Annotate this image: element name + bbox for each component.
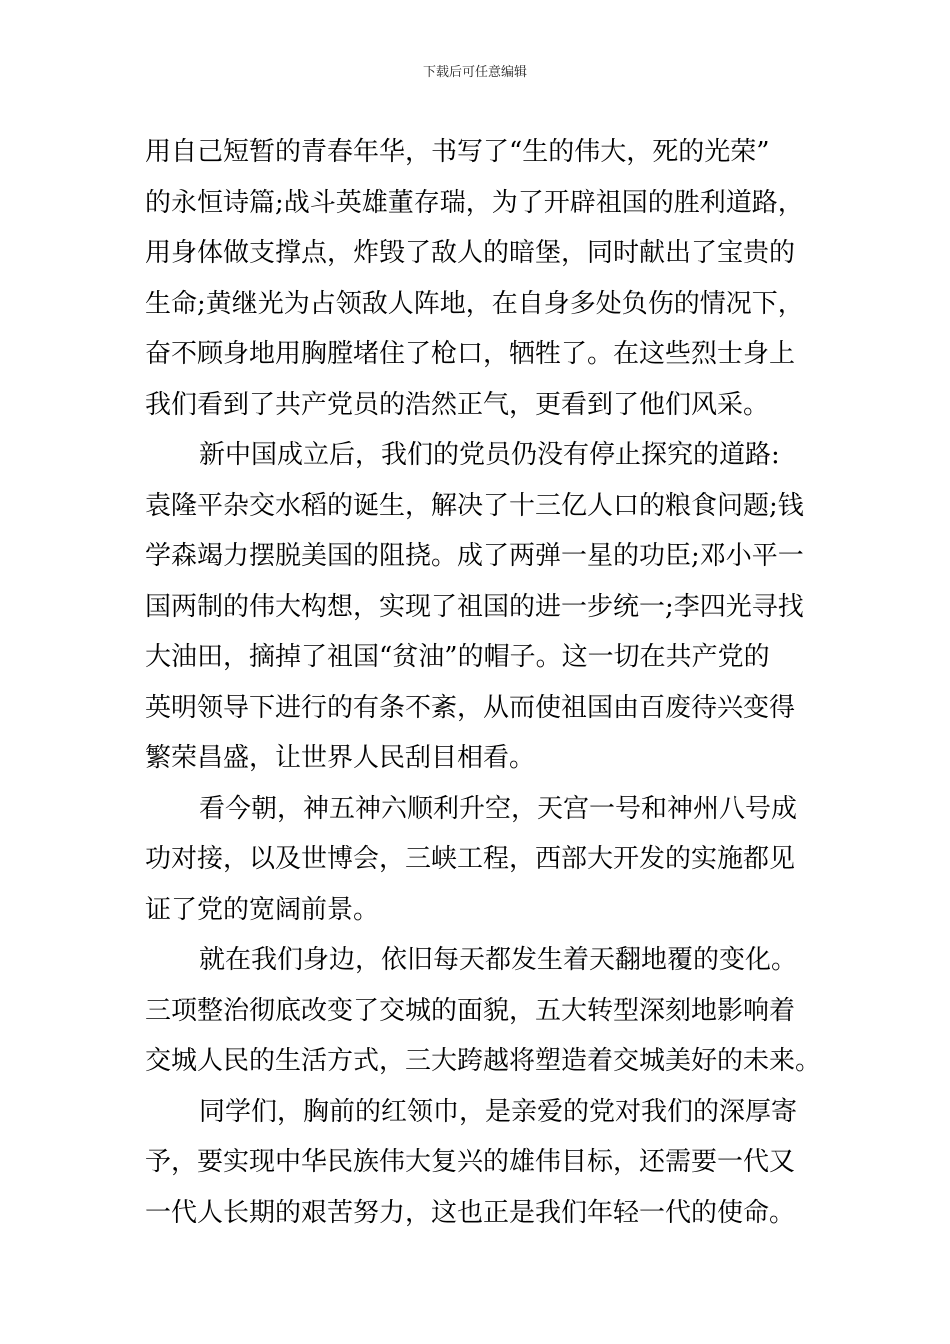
text-line: 一代人长期的艰苦努力，这也正是我们年轻一代的使命。 <box>145 1197 796 1228</box>
text-line: 英明领导下进行的有条不紊，从而使祖国由百废待兴变得 <box>145 692 796 723</box>
text-line: 繁荣昌盛，让世界人民刮目相看。 <box>145 743 536 773</box>
document-body <box>145 127 822 1238</box>
text-line: 同学们，胸前的红领巾，是亲爱的党对我们的深厚寄 <box>199 1096 798 1127</box>
text-line: 用身体做支撑点，炸毁了敌人的暗堡，同时献出了宝贵的 <box>145 238 796 268</box>
paragraph-3 <box>145 784 810 936</box>
text-line: 的永恒诗篇;战斗英雄董存瑞，为了开辟祖国的胜利道路， <box>145 187 804 218</box>
text-line: 新中国成立后，我们的党员仍没有停止探究的道路: <box>199 440 780 470</box>
text-line: 用自己短暂的青春年华，书写了“生的伟大，死的光荣” <box>145 137 770 167</box>
text-line: 三项整治彻底改变了交城的面貌，五大转型深刻地影响着 <box>145 995 796 1026</box>
text-line: 我们看到了共产党员的浩然正气，更看到了他们风采。 <box>145 389 770 420</box>
text-line: 生命;黄继光为占领敌人阵地，在自身多处负伤的情况下， <box>145 288 804 319</box>
text-line: 就在我们身边，依旧每天都发生着天翻地覆的变化。 <box>199 945 798 975</box>
text-line: 袁隆平杂交水稻的诞生，解决了十三亿人口的粮食问题;钱 <box>145 490 804 521</box>
text-line: 国两制的伟大构想，实现了祖国的进一步统一;李四光寻找 <box>145 591 804 622</box>
paragraph-5 <box>145 1087 810 1239</box>
paragraph-4 <box>145 935 822 1087</box>
text-line: 奋不顾身地用胸膛堵住了枪口，牺牲了。在这些烈士身上 <box>145 339 796 369</box>
paragraph-2 <box>145 430 810 784</box>
text-line: 大油田，摘掉了祖国“贫油”的帽子。这一切在共产党的 <box>145 642 770 672</box>
text-line: 证了党的宽阔前景。 <box>145 894 380 925</box>
text-line: 予，要实现中华民族伟大复兴的雄伟目标，还需要一代又 <box>145 1147 796 1177</box>
text-line: 交城人民的生活方式，三大跨越将塑造着交城美好的未来。 <box>145 1046 822 1076</box>
text-line: 学森竭力摆脱美国的阻挠。成了两弹一星的功臣;邓小平一 <box>145 541 804 571</box>
text-line: 功对接，以及世博会，三峡工程，西部大开发的实施都见 <box>145 844 796 874</box>
paragraph-1 <box>145 127 810 430</box>
text-line: 看今朝，神五神六顺利升空，天宫一号和神州八号成 <box>199 793 798 824</box>
page-header: 下载后可任意编辑 <box>422 65 527 80</box>
